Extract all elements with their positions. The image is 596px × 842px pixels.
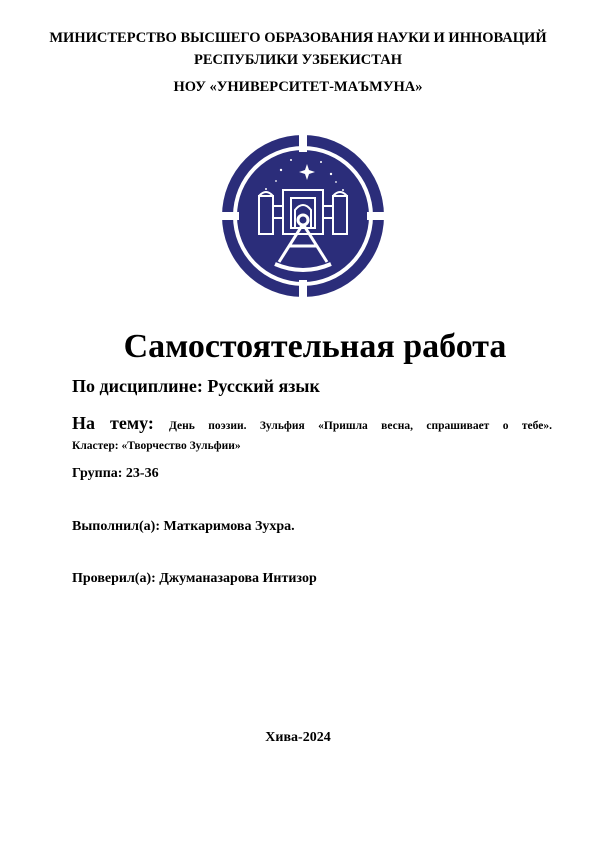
group-line [72, 466, 552, 482]
university-name: НОУ «УНИВЕРСИТЕТ-МАЪМУНА» [173, 79, 423, 95]
university-emblem-icon [221, 134, 385, 298]
document-title: Самостоятельная работа [123, 328, 507, 365]
group-value: 23-36 [125, 466, 159, 481]
city-year: Хива-2024 [265, 730, 331, 745]
checker-value: Джуманазарова Интизор [159, 571, 317, 586]
cluster-line: Кластер: «Творчество Зульфии» [72, 440, 241, 452]
discipline-value: Русский язык [207, 376, 320, 396]
topic-value: День поэзии. Зульфия «Пришла весна, спрашивает о тебе». [168, 420, 552, 432]
group-label: Группа: [72, 466, 123, 481]
checker-label: Проверил(а): [72, 571, 156, 586]
topic-label: На тему: [72, 413, 154, 433]
author-line [72, 519, 552, 535]
ministry-heading: МИНИСТЕРСТВО ВЫСШЕГО ОБРАЗОВАНИЯ НАУКИ И ИННОВАЦИЙ РЕСПУБЛИКИ УЗБЕКИСТАН [49, 30, 547, 68]
discipline-label: По дисциплине: [72, 376, 203, 396]
checker-line [72, 571, 552, 587]
topic-line [72, 410, 552, 439]
author-value: Маткаримова Зухра. [163, 519, 295, 534]
discipline-line [72, 376, 552, 397]
author-label: Выполнил(а): [72, 519, 160, 534]
